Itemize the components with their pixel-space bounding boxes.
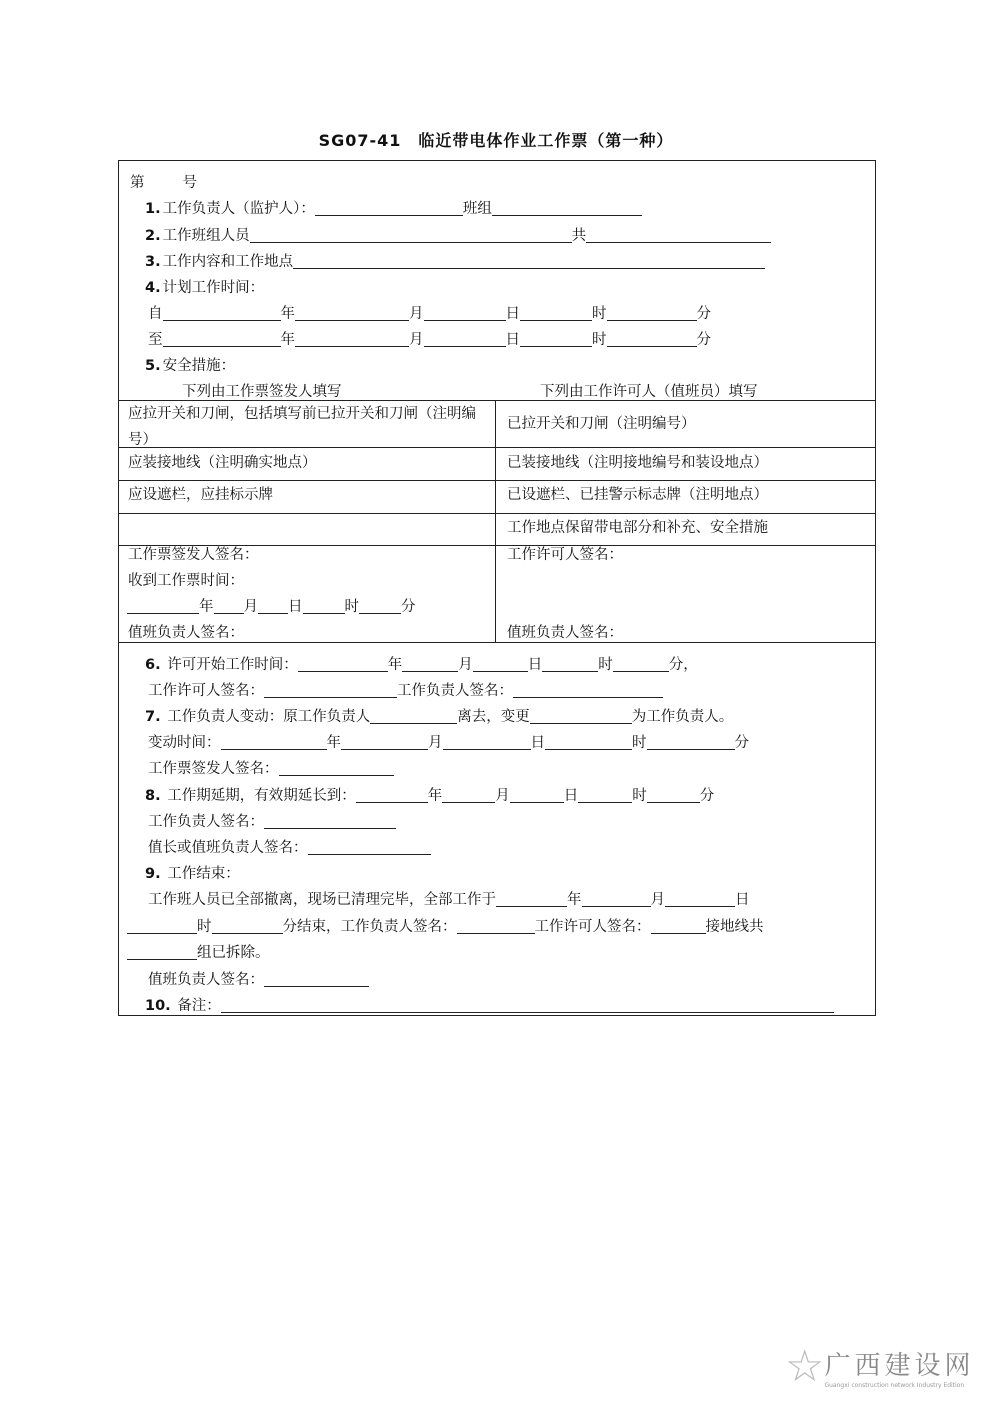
item-number: 10. (145, 998, 171, 1014)
members-field[interactable] (250, 227, 572, 243)
cell-left-2: 应装接地线（注明确实地点） (128, 455, 317, 471)
hour-field[interactable] (127, 918, 197, 934)
label: 分 (401, 599, 416, 615)
day-field[interactable] (473, 656, 528, 672)
label: 分 (696, 306, 711, 322)
divider (118, 513, 876, 514)
label: 号 (182, 175, 197, 191)
label: 值班负责人签名： (148, 972, 264, 988)
cell-right-2: 已装接地线（注明接地编号和装设地点） (507, 455, 768, 471)
star-icon: ☆ (785, 1341, 825, 1392)
item-number: 4. (145, 280, 161, 296)
plan-from (148, 304, 711, 324)
page-title: SG07-41 临近带电体作业工作票（第一种） (318, 131, 674, 150)
item-2 (145, 226, 771, 246)
label: 时 (344, 599, 359, 615)
label: 工作负责人签名： (397, 683, 513, 699)
item-4 (145, 278, 264, 298)
item-number: 6. (145, 657, 161, 673)
minute-field[interactable] (613, 656, 669, 672)
minute-field[interactable] (607, 331, 697, 347)
item-9-duty (148, 970, 369, 990)
day-field[interactable] (665, 891, 735, 907)
label: 时 (598, 657, 613, 673)
item-number: 8. (145, 788, 161, 804)
label: 工作负责人（监护人）： (162, 201, 315, 217)
member-count-field[interactable] (586, 227, 771, 243)
issuer-signature: 工作票签发人签名： (128, 547, 259, 563)
minute-field[interactable] (607, 305, 697, 321)
year-field[interactable] (127, 598, 199, 614)
label: 时 (632, 735, 647, 751)
month-field[interactable] (214, 598, 244, 614)
plan-to (148, 330, 711, 350)
label: 分结束，工作负责人签名： (282, 919, 457, 935)
hour-field[interactable] (545, 734, 632, 750)
item-10 (145, 996, 834, 1016)
change-time (148, 733, 749, 753)
item-number: 2. (145, 228, 161, 244)
label: 第 (130, 175, 145, 191)
minute-field[interactable] (647, 787, 700, 803)
year-field[interactable] (163, 305, 281, 321)
watermark-text: 广西建设网 (824, 1351, 975, 1381)
hour-field[interactable] (542, 656, 598, 672)
left-header: 下列由工作票签发人填写 (182, 384, 342, 400)
item-7-issuer (148, 759, 394, 779)
original-leader-field[interactable] (370, 708, 457, 724)
item-9 (145, 864, 240, 884)
label: 日 (527, 657, 543, 673)
item-3 (145, 252, 765, 272)
label: 工作许可人签名： (148, 683, 264, 699)
item-9-line3 (127, 943, 270, 963)
label: 工作结束： (167, 866, 240, 882)
label: 月 (243, 599, 258, 615)
label: 分， (668, 657, 698, 673)
permitter-field[interactable] (651, 918, 706, 934)
year-field[interactable] (221, 734, 327, 750)
label: 工作班人员已全部撤离，现场已清理完毕，全部工作于 (148, 892, 496, 908)
leader-field[interactable] (264, 813, 396, 829)
item-6-signatures (148, 681, 663, 701)
cell-right-3: 已设遮栏、已挂警示标志牌（注明地点） (507, 487, 768, 503)
label: 为工作负责人。 (631, 709, 734, 725)
label: 时 (197, 919, 212, 935)
item-5 (145, 356, 235, 376)
ground-count-field[interactable] (127, 944, 197, 960)
label: 时 (632, 788, 647, 804)
cell-right-1: 已拉开关和刀闸（注明编号） (507, 416, 696, 432)
label: 离去，变更 (457, 709, 530, 725)
label: 年 (326, 735, 341, 751)
watermark-subtext: Guangxi construction network Industry Edition (824, 1382, 965, 1389)
ticket-number (130, 173, 197, 193)
item-8-leader (148, 812, 396, 832)
permitter-signature: 工作许可人签名： (507, 547, 623, 563)
month-field[interactable] (295, 305, 409, 321)
label: 共 (571, 228, 587, 244)
hour-field[interactable] (520, 331, 592, 347)
label: 月 (650, 892, 665, 908)
item-7 (145, 707, 733, 727)
cell-right-4: 工作地点保留带电部分和补充、安全措施 (507, 520, 768, 536)
label: 月 (495, 788, 510, 804)
label: 年 (199, 599, 214, 615)
watermark-logo (785, 1341, 975, 1392)
label: 值长或值班负责人签名： (148, 840, 308, 856)
label: 月 (409, 332, 424, 348)
label: 年 (280, 332, 295, 348)
label: 年 (427, 788, 443, 804)
label: 日 (505, 306, 520, 322)
label: 工作期延期，有效期延长到： (167, 788, 356, 804)
label: 组已拆除。 (197, 945, 270, 961)
item-8-chief (148, 838, 431, 858)
label: 工作票签发人签名： (148, 761, 279, 777)
team-field[interactable] (492, 200, 642, 216)
day-field[interactable] (510, 787, 564, 803)
received-time-label: 收到工作票时间： (128, 573, 244, 589)
label: 日 (563, 788, 579, 804)
duty-signature-right: 值班负责人签名： (507, 625, 623, 641)
label: 年 (280, 306, 295, 322)
issuer-field[interactable] (279, 760, 394, 776)
label: 备注： (177, 998, 221, 1014)
item-number: 1. (145, 201, 161, 217)
day-field[interactable] (258, 598, 288, 614)
label: 年 (387, 657, 403, 673)
item-1 (145, 199, 642, 219)
item-number: 3. (145, 254, 161, 270)
item-number: 5. (145, 358, 161, 374)
label: 日 (735, 892, 750, 908)
label: 接地线共 (705, 919, 764, 935)
month-field[interactable] (341, 734, 428, 750)
label: 工作许可人签名： (534, 919, 651, 935)
minute-field[interactable] (212, 918, 283, 934)
label: 工作负责人变动：原工作负责人 (167, 709, 371, 725)
day-field[interactable] (424, 305, 506, 321)
label: 工作内容和工作地点 (162, 254, 294, 270)
year-field[interactable] (496, 891, 567, 907)
permitter-field[interactable] (264, 682, 397, 698)
label: 日 (288, 599, 303, 615)
received-time (127, 597, 416, 617)
label: 至 (148, 332, 163, 348)
month-field[interactable] (582, 891, 651, 907)
minute-field[interactable] (647, 734, 735, 750)
leader-field[interactable] (457, 918, 535, 934)
item-9-line2 (127, 917, 764, 937)
divider (118, 480, 876, 481)
label: 月 (409, 306, 424, 322)
label: 日 (505, 332, 520, 348)
item-9-line1 (148, 890, 750, 910)
cell-left-3: 应设遮栏，应挂标示牌 (128, 487, 273, 503)
minute-field[interactable] (359, 598, 401, 614)
label: 许可开始工作时间： (167, 657, 298, 673)
label: 月 (458, 657, 473, 673)
year-field[interactable] (163, 331, 281, 347)
label: 工作负责人签名： (148, 814, 264, 830)
leader-field[interactable] (513, 682, 663, 698)
label: 年 (567, 892, 582, 908)
label: 时 (592, 332, 607, 348)
label: 时 (592, 306, 607, 322)
hour-field[interactable] (520, 305, 592, 321)
day-field[interactable] (424, 331, 506, 347)
leader-field[interactable] (315, 200, 463, 216)
year-field[interactable] (356, 787, 428, 803)
month-field[interactable] (442, 787, 495, 803)
item-number: 7. (145, 709, 161, 725)
duty-signature-left: 值班负责人签名： (128, 625, 244, 641)
day-field[interactable] (443, 734, 531, 750)
label: 班组 (462, 201, 492, 217)
label: 变动时间： (148, 735, 221, 751)
label: 日 (530, 735, 545, 751)
label: 分 (734, 735, 749, 751)
new-leader-field[interactable] (530, 708, 632, 724)
column-divider (495, 400, 496, 642)
year-field[interactable] (298, 656, 388, 672)
content-location-field[interactable] (293, 253, 765, 269)
remarks-field[interactable] (221, 997, 834, 1013)
chief-field[interactable] (308, 839, 431, 855)
label: 安全措施： (162, 358, 236, 374)
cell-left-1: 应拉开关和刀闸，包括填写前已拉开关和刀闸（注明编号） (128, 406, 476, 448)
month-field[interactable] (295, 331, 409, 347)
item-number: 9. (145, 866, 161, 882)
label: 月 (428, 735, 443, 751)
duty-field[interactable] (264, 971, 369, 987)
right-header: 下列由工作许可人（值班员）填写 (540, 384, 758, 400)
item-6 (145, 655, 698, 675)
label: 工作班组人员 (162, 228, 250, 244)
label: 自 (148, 306, 163, 322)
item-8 (145, 786, 714, 806)
label: 分 (699, 788, 715, 804)
label: 分 (696, 332, 711, 348)
hour-field[interactable] (578, 787, 632, 803)
month-field[interactable] (402, 656, 458, 672)
hour-field[interactable] (303, 598, 345, 614)
label: 计划工作时间： (162, 280, 265, 296)
